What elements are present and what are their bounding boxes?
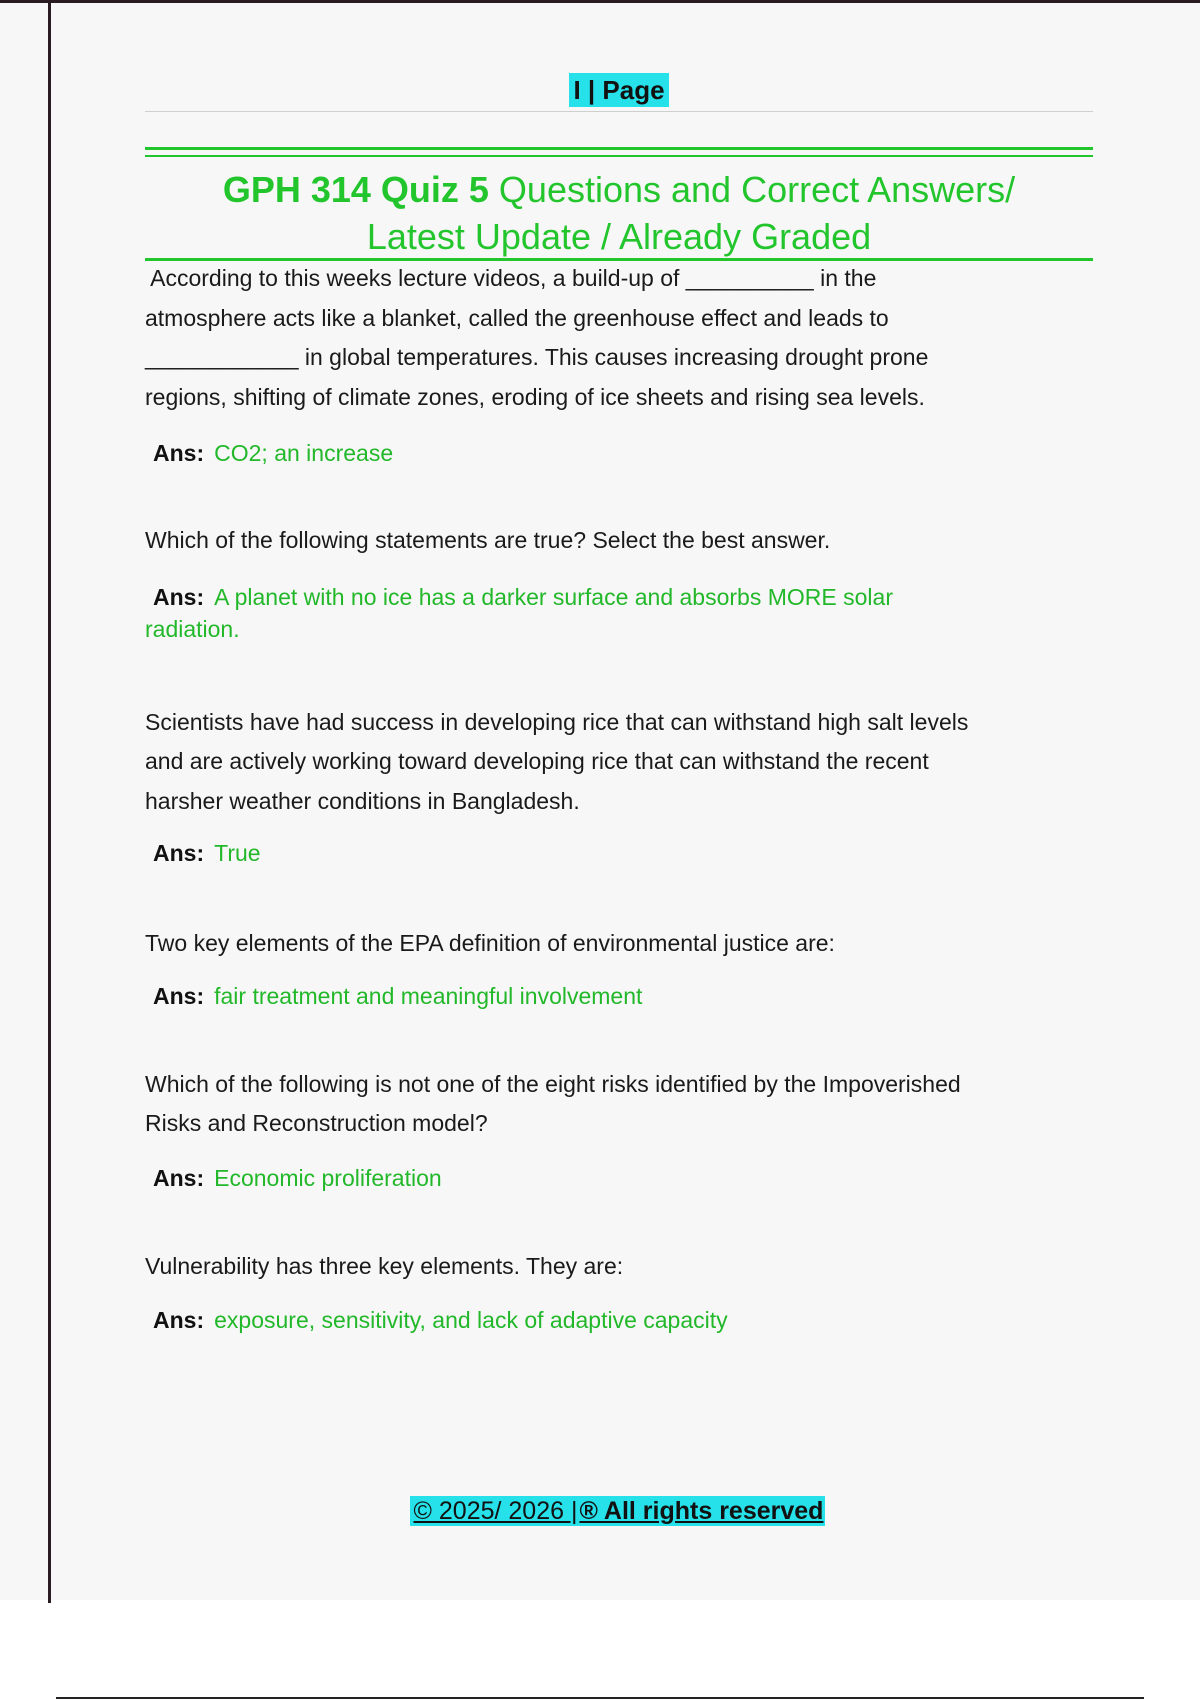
question-line: Which of the following statements are true? Select the best answer. [145,527,831,553]
question-5 [145,1065,1100,1144]
copyright-years: © 2025/ 2026 | [413,1497,578,1525]
document-title [145,166,1093,260]
copyright-text [410,1496,826,1526]
answer-text: True [214,840,261,866]
title-line1: Questions and Correct Answers/ [488,169,1016,210]
answer-label: Ans: [153,1164,205,1191]
answer-label: Ans: [153,982,205,1009]
question-line: Vulnerability has three key elements. They are: [145,1252,624,1279]
title-block [145,147,1093,261]
left-border [48,3,51,1603]
answer-label: Ans: [153,440,205,466]
answer-2-continued: radiation. [145,615,240,642]
answer-text: CO2; an increase [214,440,394,466]
question-line: harsher weather conditions in Bangladesh. [145,787,580,814]
page-header [145,73,1093,107]
question-line: regions, shifting of climate zones, eroding of ice sheets and rising sea levels. [145,383,925,410]
question-3 [145,703,1100,822]
answer-2 [153,581,1100,613]
question-6 [145,1247,1100,1287]
question-line: Scientists have had success in developing rice that can withstand high salt levels [145,708,969,735]
question-line: Which of the following is not one of the eight risks identified by the Impoverished [145,1070,961,1097]
question-line: According to this weeks lecture videos, a build-up of __________ in the [145,265,877,291]
answer-5 [153,1162,1100,1194]
question-2 [145,521,1100,561]
answer-6 [153,1304,1100,1336]
answer-text: fair treatment and meaningful involvement [214,982,643,1009]
bottom-divider [56,1697,1144,1699]
question-4 [145,924,1100,964]
question-1 [145,259,1100,417]
answer-label: Ans: [153,840,205,866]
question-line: ____________ in global temperatures. This causes increasing drought prone [145,344,929,370]
title-line2: Latest Update / Already Graded [366,216,872,257]
question-line: atmosphere acts like a blanket, called the greenhouse effect and leads to [145,304,889,331]
answer-3 [153,837,1100,869]
copyright-rights: ® All rights reserved [579,1497,824,1525]
answer-label: Ans: [153,1307,205,1333]
page-number: I | Page [569,73,668,107]
answer-label: Ans: [153,583,205,610]
header-divider [145,111,1093,112]
qa-list [145,261,1100,1336]
answer-text: Economic proliferation [214,1164,442,1191]
answer-4 [153,980,1100,1012]
question-line: and are actively working toward developing rice that can withstand the recent [145,748,929,774]
answer-text: A planet with no ice has a darker surface and absorbs MORE solar [214,583,893,610]
answer-1 [153,437,1100,469]
question-line: Two key elements of the EPA definition of environmental justice are: [145,930,835,956]
question-line: Risks and Reconstruction model? [145,1110,488,1136]
title-course: GPH 314 Quiz 5 [222,169,489,210]
answer-text: exposure, sensitivity, and lack of adaptive capacity [214,1307,728,1333]
copyright-footer [0,1496,1200,1526]
